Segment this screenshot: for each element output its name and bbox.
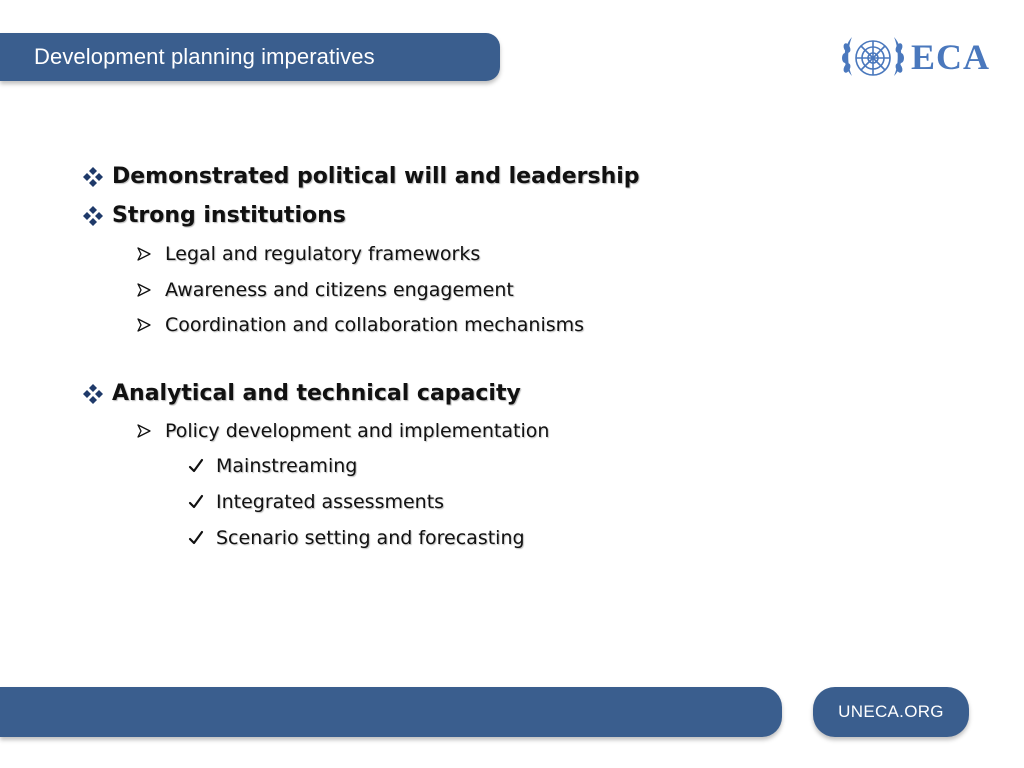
diamond-bullet-icon: [82, 383, 104, 405]
footer-website-text: UNECA.ORG: [838, 702, 944, 721]
eca-logo: [838, 28, 998, 88]
bullet-text: Integrated assessments: [216, 491, 445, 513]
list-item: [137, 420, 549, 442]
list-item: [82, 164, 640, 189]
list-item: [82, 381, 521, 406]
diamond-bullet-icon: [82, 166, 104, 188]
un-emblem-icon: [838, 28, 908, 88]
list-item: [188, 455, 357, 477]
bullet-text: Scenario setting and forecasting: [216, 527, 525, 549]
check-bullet-icon: [188, 530, 204, 546]
arrow-bullet-icon: [137, 283, 151, 297]
footer-website-badge: [813, 687, 969, 737]
list-item: [188, 491, 444, 513]
check-bullet-icon: [188, 494, 204, 510]
arrow-bullet-icon: [137, 247, 151, 261]
bullet-text: Analytical and technical capacity: [112, 381, 521, 406]
list-item: [82, 203, 346, 228]
footer-bar: [0, 687, 782, 737]
bullet-text: Coordination and collaboration mechanisms: [165, 314, 585, 336]
bullet-text: Mainstreaming: [216, 455, 358, 477]
list-item: [137, 279, 514, 301]
page-title: Development planning imperatives: [34, 44, 375, 69]
check-bullet-icon: [188, 458, 204, 474]
arrow-bullet-icon: [137, 424, 151, 438]
bullet-text: Demonstrated political will and leadership: [112, 164, 640, 189]
bullet-text: Strong institutions: [112, 203, 346, 228]
list-item: [137, 243, 480, 265]
bullet-text: Awareness and citizens engagement: [165, 279, 514, 301]
diamond-bullet-icon: [82, 205, 104, 227]
title-bar: [0, 33, 500, 81]
list-item: [137, 314, 584, 336]
bullet-text: Policy development and implementation: [165, 420, 550, 442]
arrow-bullet-icon: [137, 318, 151, 332]
bullet-text: Legal and regulatory frameworks: [165, 243, 481, 265]
list-item: [188, 527, 525, 549]
logo-text: ECA: [911, 37, 991, 77]
